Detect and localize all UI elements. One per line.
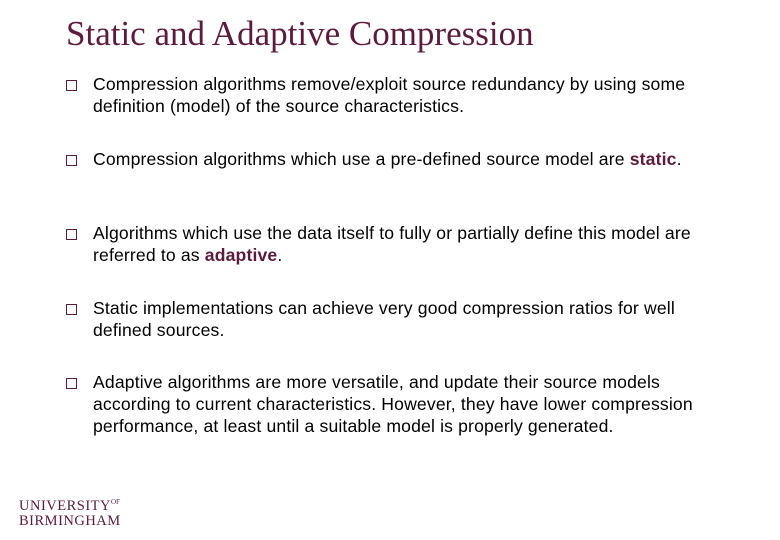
bullet-text-main: Adaptive algorithms are more versatile, and update their source models according to current characteristics. However, they have lower compression performance, at least until a suitable model is properly generated. [93, 372, 693, 436]
bullet-text-main: Algorithms which use the data itself to fully or partially define this model are referred to as [93, 223, 691, 265]
logo-line-university: UNIVERSITY [19, 497, 111, 514]
university-logo [19, 495, 121, 529]
bullet-text-main: Compression algorithms which use a pre-defined source model are [93, 149, 630, 169]
bullet-text [93, 297, 733, 341]
bullet-keyword: static [629, 149, 677, 169]
logo-line-birmingham: BIRMINGHAM [19, 512, 121, 529]
bullet-text-end: . [277, 245, 283, 265]
bullet-text [93, 371, 733, 437]
bullet-text [93, 148, 733, 170]
bullet-keyword: adaptive [204, 245, 278, 265]
bullet-text [93, 222, 733, 266]
square-bullet-icon [66, 80, 77, 91]
square-bullet-icon [66, 155, 77, 166]
logo-of: OF [111, 498, 120, 506]
square-bullet-icon [66, 378, 77, 389]
bullet-text-main: Static implementations can achieve very good compression ratios for well defined sources. [93, 298, 675, 340]
bullet-text-main: Compression algorithms remove/exploit source redundancy by using some definition (model) of the source characteristics. [93, 74, 686, 116]
slide-title: Static and Adaptive Compression [66, 14, 534, 53]
square-bullet-icon [66, 229, 77, 240]
bullet-text-end: . [676, 149, 682, 169]
square-bullet-icon [66, 304, 77, 315]
bullet-text [93, 73, 733, 117]
